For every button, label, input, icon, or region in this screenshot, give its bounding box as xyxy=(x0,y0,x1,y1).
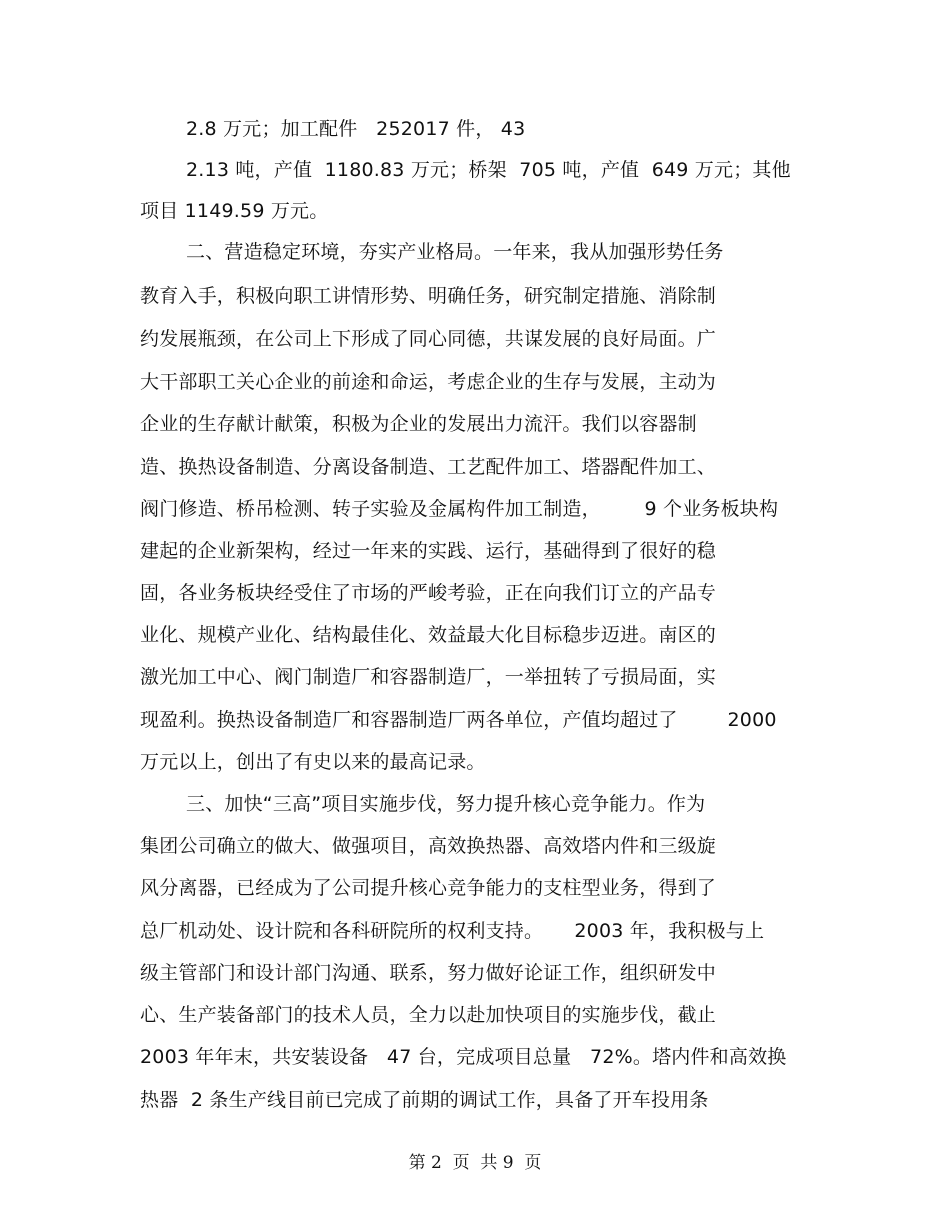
text-line-14: 激光加工中心、阀门制造厂和容器制造厂，一举扭转了亏损局面，实 xyxy=(140,666,717,688)
text-line-2: 2.13 吨，产值 1180.83 万元；桥架 705 吨，产值 649 万元；其他 xyxy=(186,159,791,181)
text-line-3: 项目 1149.59 万元。 xyxy=(140,200,329,222)
text-line-22: 心、生产装备部门的技术人员，全力以赴加快项目的实施步伐，截止 xyxy=(140,1004,717,1026)
text-line-10: 阀门修造、桥吊检测、转子实验及金属构件加工制造， 9 个业务板块构 xyxy=(140,498,779,520)
text-line-5: 教育入手，积极向职工讲情形势、明确任务，研究制定措施、消除制 xyxy=(140,285,717,307)
text-line-23: 2003 年年末，共安装设备 47 台，完成项目总量 72%。塔内件和高效换 xyxy=(140,1046,787,1068)
text-line-1: 2.8 万元；加工配件 252017 件， 43 xyxy=(186,118,526,140)
text-line-19: 风分离器，已经成为了公司提升核心竞争能力的支柱型业务，得到了 xyxy=(140,877,717,899)
text-line-11: 建起的企业新架构，经过一年来的实践、运行，基础得到了很好的稳 xyxy=(140,540,717,562)
text-line-6: 约发展瓶颈，在公司上下形成了同心同德，共谋发展的良好局面。广 xyxy=(140,328,717,350)
text-line-4: 二、营造稳定环境，夯实产业格局。一年来，我从加强形势任务 xyxy=(186,241,724,263)
text-line-8: 企业的生存献计献策，积极为企业的发展出力流汗。我们以容器制 xyxy=(140,413,697,435)
text-line-16: 万元以上，创出了有史以来的最高记录。 xyxy=(140,751,486,773)
text-line-17: 三、加快“三高”项目实施步伐，努力提升核心竞争能力。作为 xyxy=(186,793,706,815)
text-line-21: 级主管部门和设计部门沟通、联系，努力做好论证工作，组织研发中 xyxy=(140,962,717,984)
text-line-18: 集团公司确立的做大、做强项目，高效换热器、高效塔内件和三级旋 xyxy=(140,835,717,857)
text-line-20: 总厂机动处、设计院和各科研院所的权利支持。 2003 年，我积极与上 xyxy=(140,920,765,942)
text-line-9: 造、换热设备制造、分离设备制造、工艺配件加工、塔器配件加工、 xyxy=(140,456,717,478)
text-line-7: 大干部职工关心企业的前途和命运，考虑企业的生存与发展，主动为 xyxy=(140,371,717,393)
text-line-13: 业化、规模产业化、结构最佳化、效益最大化目标稳步迈进。南区的 xyxy=(140,624,717,646)
text-line-24: 热器 2 条生产线目前已完成了前期的调试工作，具备了开车投用条 xyxy=(140,1089,709,1111)
page-number-footer: 第 2 页 共 9 页 xyxy=(408,1153,542,1173)
text-line-15: 现盈利。换热设备制造厂和容器制造厂两各单位，产值均超过了 2000 xyxy=(140,709,777,731)
text-line-12: 固，各业务板块经受住了市场的严峻考验，正在向我们订立的产品专 xyxy=(140,582,717,604)
